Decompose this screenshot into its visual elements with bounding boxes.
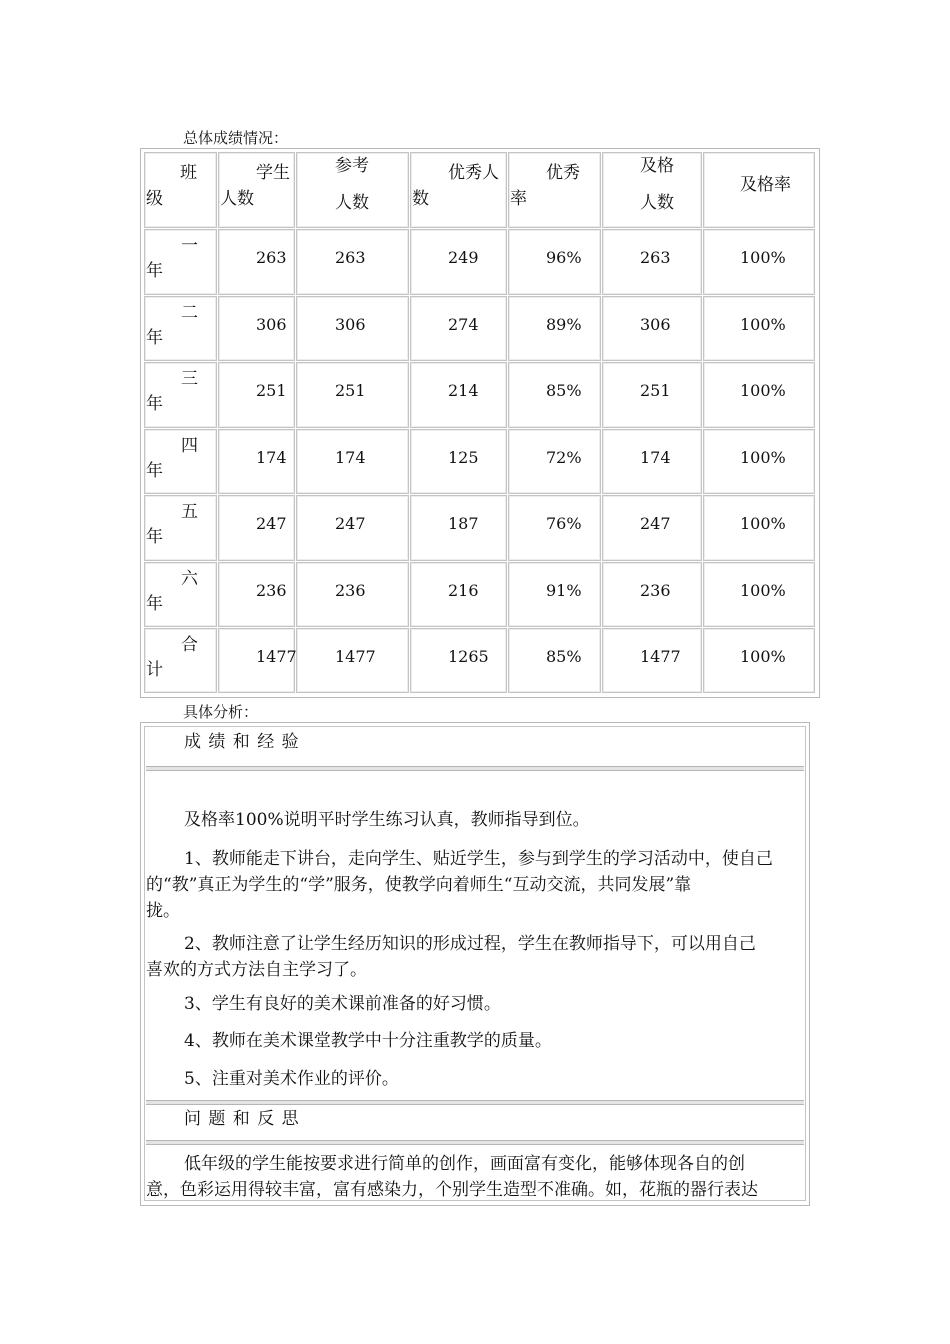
cell-pass: 251 (640, 381, 671, 400)
cell-excellent: 125 (448, 448, 479, 467)
analysis-title: 具体分析： (183, 703, 259, 721)
row-label-line-2: 年 (146, 594, 163, 614)
header-participants-line-1: 参考 (335, 156, 369, 176)
section-heading-problems: 问 题 和 反 思 (184, 1109, 300, 1129)
row-label-line-1: 四 (181, 436, 198, 456)
cell-participants: 1477 (335, 647, 376, 666)
point-2-line-1: 2、教师注意了让学生经历知识的形成过程，学生在教师指导下，可以用自己 (184, 934, 756, 954)
row-label-line-2: 计 (146, 660, 163, 680)
row-label-line-1: 五 (181, 502, 198, 522)
cell-students: 263 (256, 248, 287, 267)
cell-excellent: 216 (448, 581, 479, 600)
header-excellent-rate-line-1: 优秀 (546, 163, 580, 183)
problem-line-1: 低年级的学生能按要求进行简单的创作，画面富有变化，能够体现各自的创 (184, 1154, 745, 1174)
cell-pass-rate: 100% (740, 514, 786, 533)
cell-participants: 247 (335, 514, 366, 533)
row-label-line-1: 六 (181, 569, 198, 589)
cell-students: 236 (256, 581, 287, 600)
cell-participants: 306 (335, 315, 366, 334)
cell-students: 174 (256, 448, 287, 467)
header-pass-line-1: 及格 (640, 156, 674, 176)
cell-pass: 247 (640, 514, 671, 533)
row-label-line-2: 年 (146, 461, 163, 481)
cell-participants: 236 (335, 581, 366, 600)
cell-excellent-rate: 89% (546, 315, 582, 334)
header-excellent-line-2: 数 (412, 189, 429, 209)
point-5: 5、注重对美术作业的评价。 (184, 1069, 399, 1089)
cell-excellent: 187 (448, 514, 479, 533)
cell-pass: 263 (640, 248, 671, 267)
header-class-line-1: 班 (180, 163, 197, 183)
point-1-line-3: 拢。 (146, 901, 180, 921)
cell-pass-rate: 100% (740, 315, 786, 334)
overview-title: 总体成绩情况： (183, 129, 289, 147)
cell-participants: 263 (335, 248, 366, 267)
row-label-line-2: 年 (146, 527, 163, 547)
header-students-line-1: 学生 (256, 163, 290, 183)
cell-pass-rate: 100% (740, 647, 786, 666)
cell-students: 247 (256, 514, 287, 533)
cell-excellent-rate: 85% (546, 381, 582, 400)
row-label-line-2: 年 (146, 261, 163, 281)
point-1-line-1: 1、教师能走下讲台，走向学生、贴近学生，参与到学生的学习活动中，使自己 (184, 849, 773, 869)
cell-excellent: 274 (448, 315, 479, 334)
cell-pass-rate: 100% (740, 581, 786, 600)
header-students-line-2: 人数 (220, 189, 254, 209)
cell-pass-rate: 100% (740, 448, 786, 467)
cell-excellent-rate: 72% (546, 448, 582, 467)
point-3: 3、学生有良好的美术课前准备的好习惯。 (184, 994, 501, 1014)
cell-pass: 236 (640, 581, 671, 600)
header-participants-line-2: 人数 (335, 193, 369, 213)
header-pass-line-2: 人数 (640, 193, 674, 213)
point-2-line-2: 喜欢的方式方法自主学习了。 (146, 960, 367, 980)
header-class-line-2: 级 (146, 189, 163, 209)
cell-participants: 251 (335, 381, 366, 400)
cell-excellent: 1265 (448, 647, 489, 666)
point-1-line-2: 的“教”真正为学生的“学”服务，使教学向着师生“互动交流，共同发展”靠 (146, 875, 692, 895)
row-label-line-1: 合 (181, 635, 198, 655)
row-label-line-1: 二 (181, 303, 198, 323)
cell-excellent-rate: 85% (546, 647, 582, 666)
row-label-line-2: 年 (146, 394, 163, 414)
cell-pass-rate: 100% (740, 381, 786, 400)
cell-participants: 174 (335, 448, 366, 467)
header-excellent-line-1: 优秀人 (448, 163, 499, 183)
cell-excellent: 214 (448, 381, 479, 400)
row-label-line-2: 年 (146, 328, 163, 348)
row-label-line-1: 三 (181, 369, 198, 389)
cell-students: 251 (256, 381, 287, 400)
cell-excellent-rate: 76% (546, 514, 582, 533)
point-4: 4、教师在美术课堂教学中十分注重教学的质量。 (184, 1031, 552, 1051)
divider (146, 1100, 804, 1105)
divider (146, 766, 804, 771)
cell-pass: 1477 (640, 647, 681, 666)
divider (146, 1140, 804, 1145)
cell-excellent-rate: 91% (546, 581, 582, 600)
cell-students: 306 (256, 315, 287, 334)
header-excellent-rate-line-2: 率 (510, 189, 527, 209)
intro-text: 及格率100%说明平时学生练习认真，教师指导到位。 (184, 810, 590, 830)
cell-excellent: 249 (448, 248, 479, 267)
row-label-line-1: 一 (181, 236, 198, 256)
cell-students: 1477 (256, 647, 297, 666)
cell-excellent-rate: 96% (546, 248, 582, 267)
section-heading-achievements: 成 绩 和 经 验 (184, 732, 300, 752)
cell-pass-rate: 100% (740, 248, 786, 267)
cell-pass: 174 (640, 448, 671, 467)
cell-pass: 306 (640, 315, 671, 334)
problem-line-2: 意，色彩运用得较丰富，富有感染力，个别学生造型不准确。如，花瓶的器行表达 (146, 1180, 758, 1200)
header-pass-rate: 及格率 (740, 175, 791, 195)
